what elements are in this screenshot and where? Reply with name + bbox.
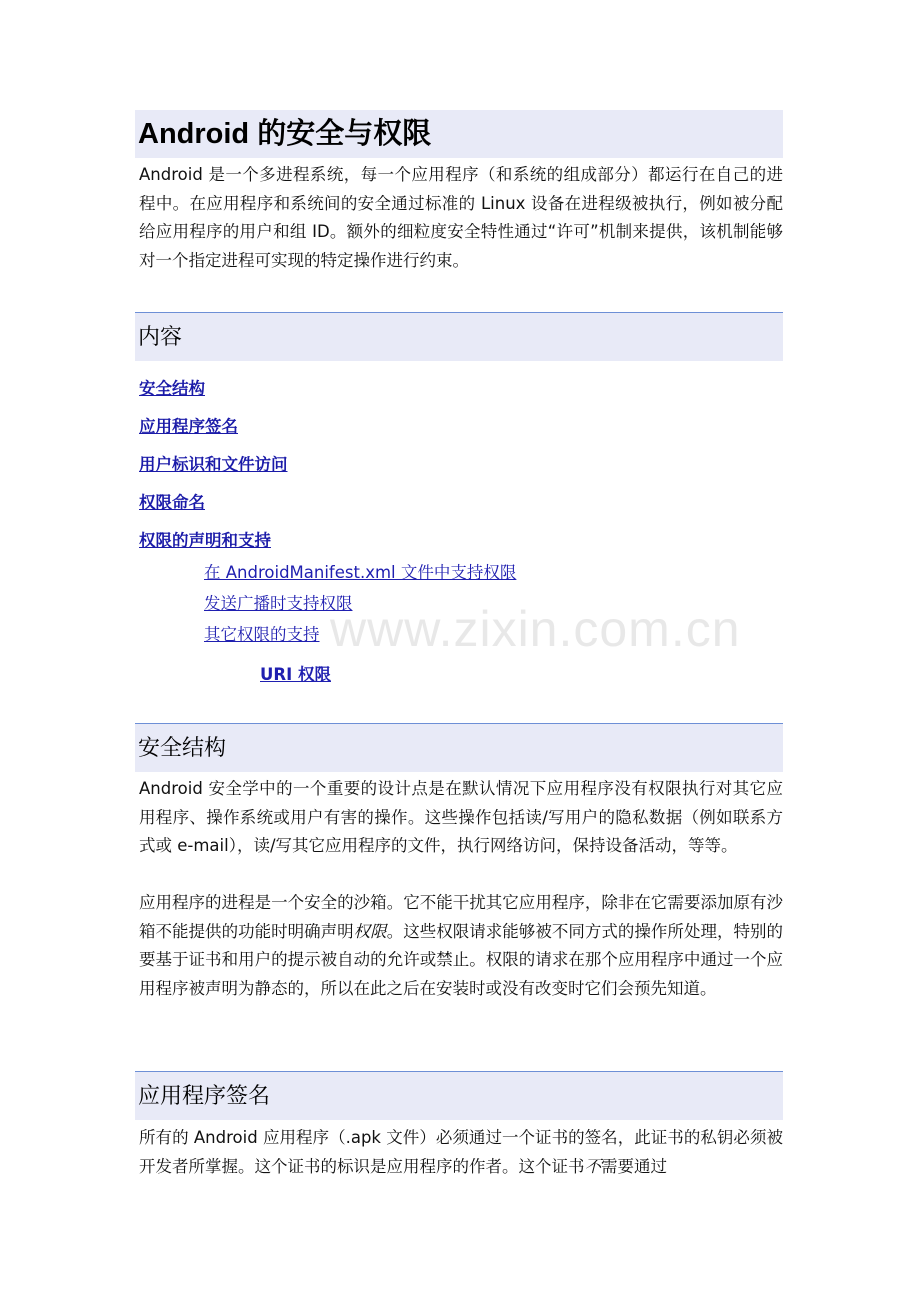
intro-paragraph: Android 是一个多进程系统，每一个应用程序（和系统的组成部分）都运行在自己的进程中。在应用程序和系统间的安全通过标准的 Linux 设备在进程级被执行，例如被分配给应用程序的用户和组 ID。额外的细粒度安全特性通过“许可”机制来提供，该机制能够对一个指定进程可实现的特定操作进行约束。 xyxy=(139,165,783,270)
toc-heading: 内容 xyxy=(138,325,183,350)
signing-p1-emphasis: 不 xyxy=(584,1156,601,1176)
toc-link-manifest-permissions[interactable]: 在 AndroidManifest.xml 文件中支持权限 xyxy=(204,563,517,582)
document-title: Android 的安全与权限 xyxy=(138,118,432,150)
toc-heading-bar xyxy=(135,312,783,361)
watermark: www.zixin.com.cn xyxy=(330,601,741,657)
toc-link-permission-declaration[interactable]: 权限的声明和支持 xyxy=(139,531,271,550)
security-paragraph-1: Android 安全学中的一个重要的设计点是在默认情况下应用程序没有权限执行对其它应用程序、操作系统或用户有害的操作。这些操作包括读/写用户的隐私数据（例如联系方式或 e-mail），读/写其它应用程序的文件，执行网络访问，保持设备活动，等等。 xyxy=(139,779,783,855)
toc-link-app-signing[interactable]: 应用程序签名 xyxy=(139,417,238,436)
signing-p1-text-a: 所有的 Android 应用程序（.apk 文件）必须通过一个证书的签名，此证书的私钥必须被开发者所掌握。这个证书的标识是应用程序的作者。这个证书 xyxy=(139,1128,783,1176)
signing-p1-text-b: 需要通过 xyxy=(601,1156,667,1176)
security-p2-text-a: 应用程序的进程是一个安全的沙箱。它不能干扰其它应用程序，除非在它需要添加原有沙箱不能提供的功能时明确声明 xyxy=(139,893,783,941)
title-bar xyxy=(135,110,783,158)
security-paragraph-2 xyxy=(139,889,783,1003)
toc-link-user-id-file-access[interactable]: 用户标识和文件访问 xyxy=(139,455,288,474)
toc-link-uri-permissions[interactable]: URI 权限 xyxy=(260,665,331,684)
signing-paragraph-1 xyxy=(139,1124,783,1181)
section-signing-heading: 应用程序签名 xyxy=(138,1084,271,1109)
toc-link-other-permissions[interactable]: 其它权限的支持 xyxy=(204,625,320,644)
toc-link-security-structure[interactable]: 安全结构 xyxy=(139,379,205,398)
security-p2-text-b: 。这些权限请求能够被不同方式的操作所处理，特别的要基于证书和用户的提示被自动的允许或禁止。权限的请求在那个应用程序中通过一个应用程序被声明为静态的，所以在此之后在安装时或没有改变时它们会预先知道。 xyxy=(139,921,784,998)
toc-link-permission-naming[interactable]: 权限命名 xyxy=(139,493,205,512)
section-security-heading-bar xyxy=(135,723,783,772)
security-p2-emphasis: 权限 xyxy=(353,921,387,941)
section-security-heading: 安全结构 xyxy=(138,736,227,761)
toc-link-broadcast-permissions[interactable]: 发送广播时支持权限 xyxy=(204,594,353,613)
section-signing-heading-bar xyxy=(135,1071,783,1120)
